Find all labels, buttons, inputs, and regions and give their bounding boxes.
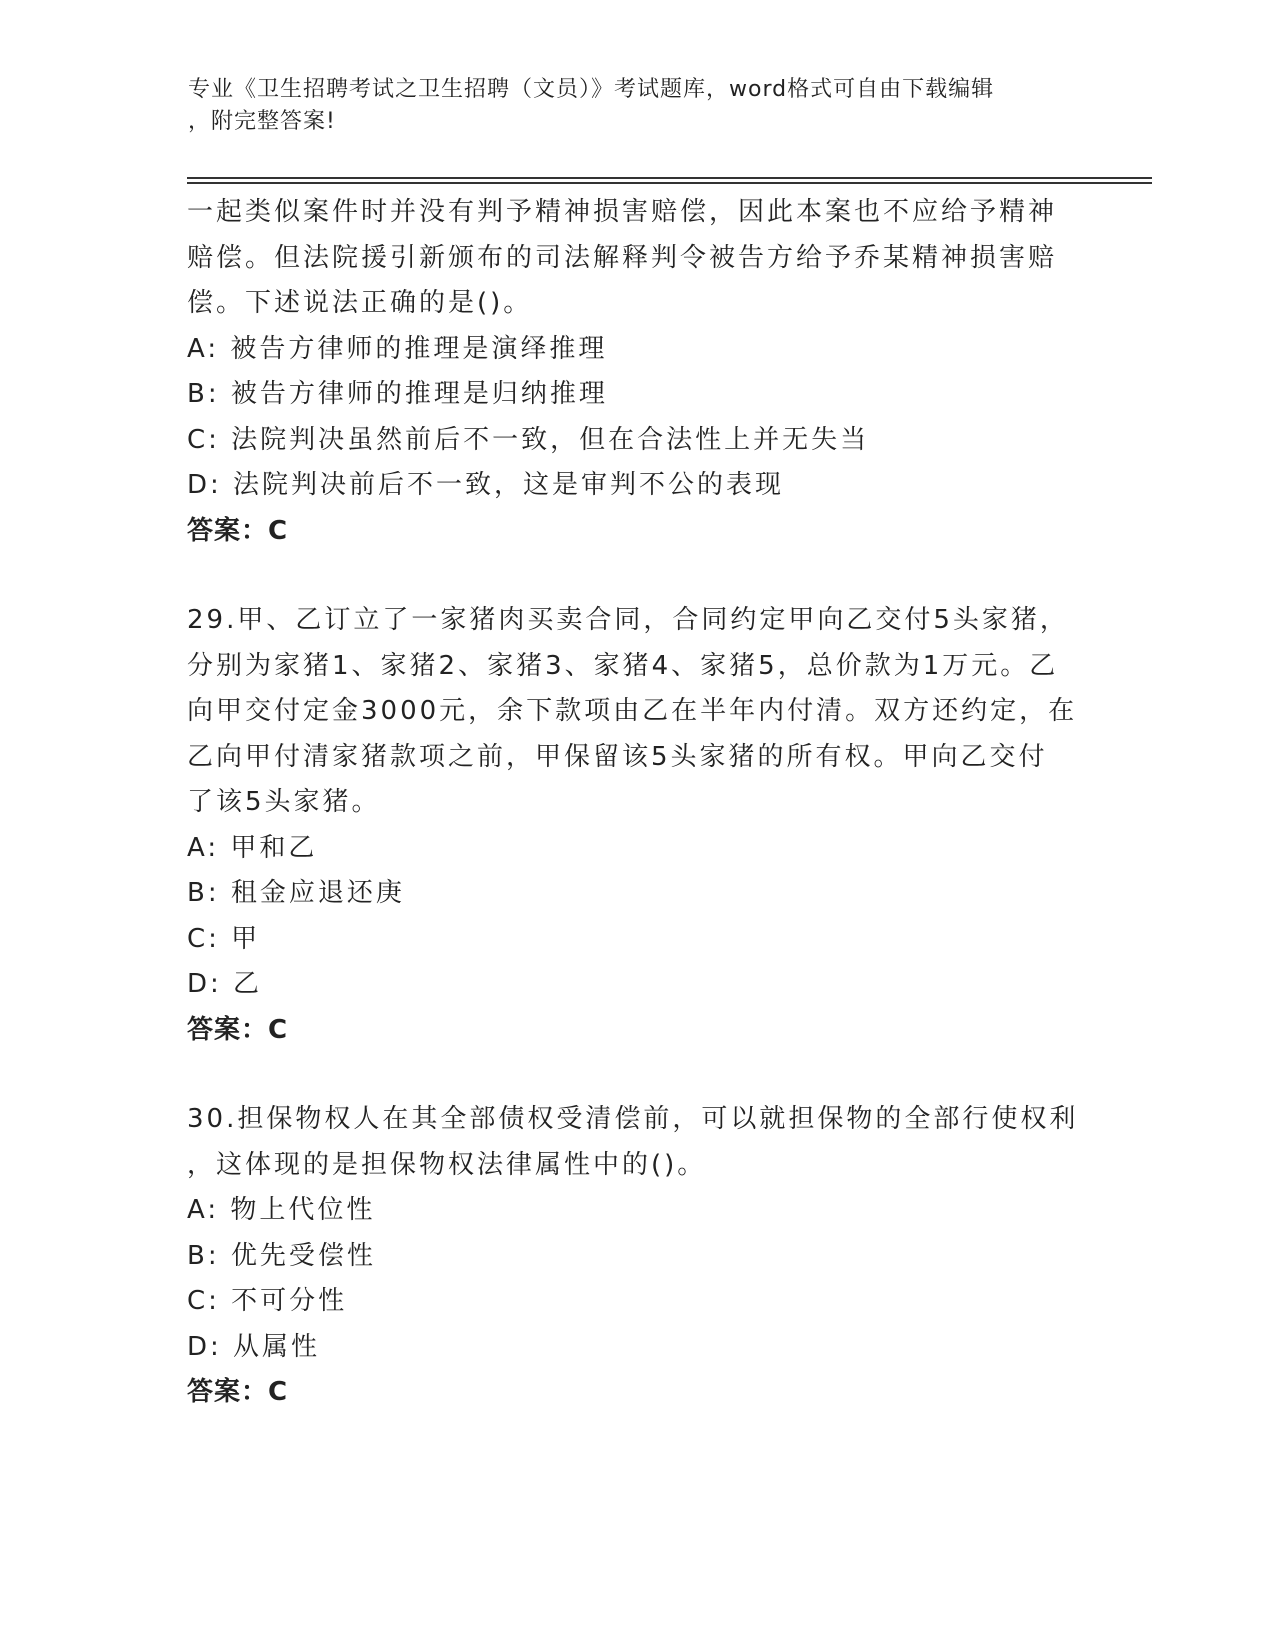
question-28 [187,190,1087,554]
spacer [187,1053,1087,1097]
option-a: A: 甲和乙 [187,832,318,863]
option-a: A: 物上代位性 [187,1195,376,1225]
option-a: A: 被告方律师的推理是演绎推理 [187,333,608,364]
spacer [187,554,1087,598]
question-line: ，这体现的是担保物权法律属性中的()。 [187,1149,707,1180]
option-d: D: 法院判决前后不一致，这是审判不公的表现 [187,470,785,500]
question-text [187,1097,1087,1188]
option-d: D: 乙 [187,969,263,999]
answer: 答案：C [187,1014,289,1045]
question-text [187,598,1087,826]
option-b: B: 优先受偿性 [187,1240,376,1271]
header-line-2: ，附完整答案! [188,109,336,134]
question-line: 一起类似案件时并没有判予精神损害赔偿，因此本案也不应给予精神 [187,197,1058,227]
option-d: D: 从属性 [187,1331,321,1362]
answer: 答案：C [187,1377,289,1407]
question-30 [187,1097,1087,1416]
question-line: 向甲交付定金3000元，余下款项由乙在半年内付清。双方还约定，在 [187,696,1078,726]
question-29 [187,598,1087,1053]
question-line: 赔偿。但法院援引新颁布的司法解释判令被告方给予乔某精神损害赔 [187,242,1058,273]
question-line: 分别为家猪1、家猪2、家猪3、家猪4、家猪5，总价款为1万元。乙 [187,650,1059,681]
header-rule-bottom [187,182,1152,184]
question-line: 乙向甲付清家猪款项之前，甲保留该5头家猪的所有权。甲向乙交付 [187,741,1048,772]
answer: 答案：C [187,515,289,546]
option-c: C: 不可分性 [187,1286,348,1316]
header-line-1: 专业《卫生招聘考试之卫生招聘（文员）》考试题库，word格式可自由下载编辑 [188,77,995,102]
page-header [188,74,1068,138]
option-c: C: 甲 [187,923,261,954]
option-list [187,327,1087,509]
question-line: 了该5头家猪。 [187,787,381,817]
question-list [187,190,1087,1416]
option-list [187,826,1087,1008]
question-text [187,190,1087,327]
option-c: C: 法院判决虽然前后不一致，但在合法性上并无失当 [187,424,870,455]
option-b: B: 租金应退还庚 [187,878,405,908]
option-list [187,1188,1087,1370]
question-line: 30.担保物权人在其全部债权受清偿前，可以就担保物的全部行使权利 [187,1104,1079,1134]
option-b: B: 被告方律师的推理是归纳推理 [187,379,608,409]
question-line: 偿。下述说法正确的是()。 [187,288,533,318]
question-line: 29.甲、乙订立了一家猪肉买卖合同，合同约定甲向乙交付5头家猪， [187,605,1069,635]
header-rule-top [187,177,1152,179]
